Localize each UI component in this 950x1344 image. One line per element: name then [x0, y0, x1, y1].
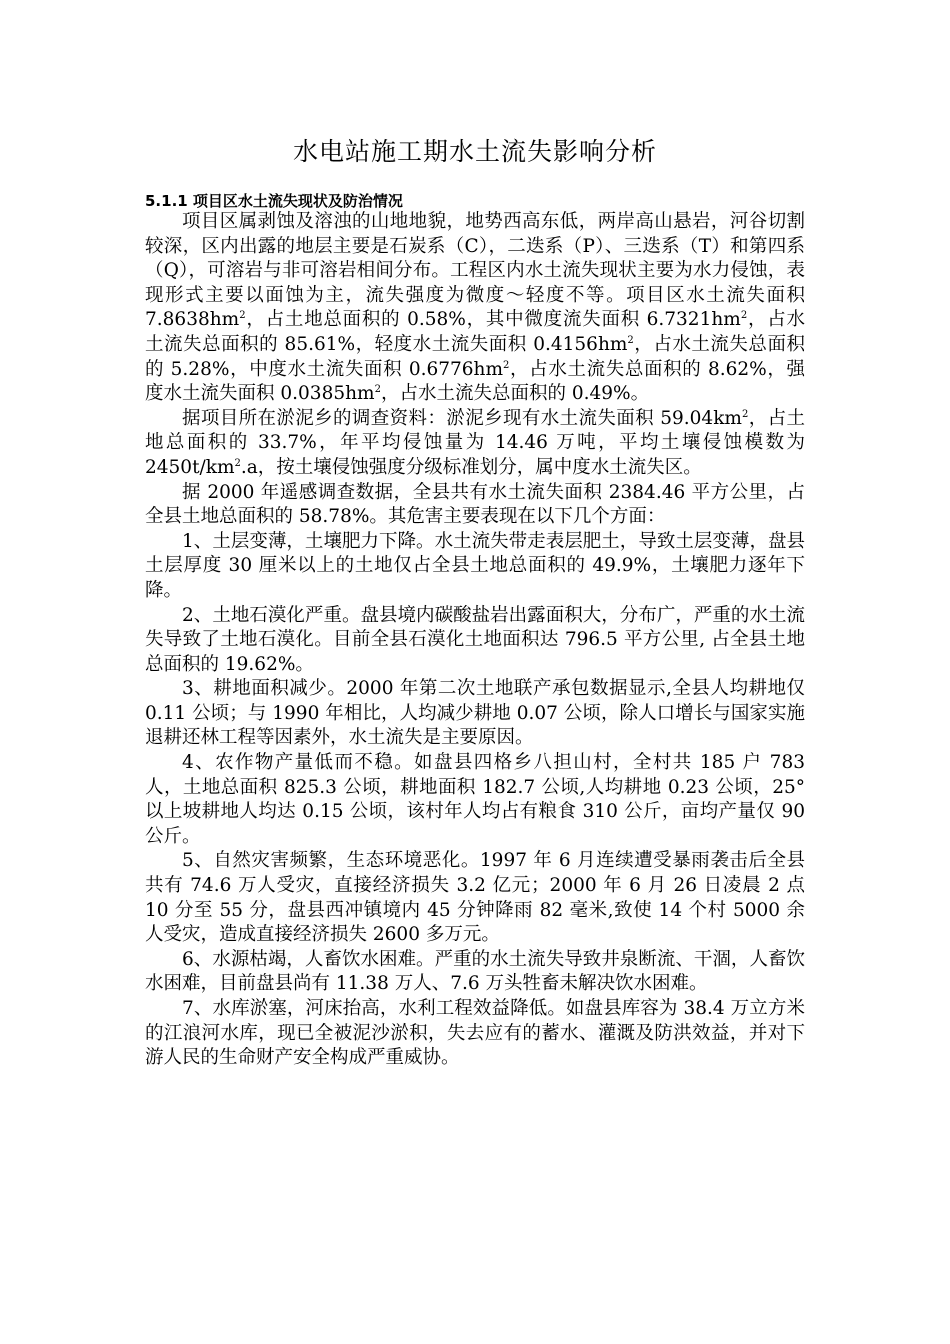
document-body — [145, 210, 805, 1071]
paragraph-item-5: 5、自然灾害频繁，生态环境恶化。1997 年 6 月连续遭受暴雨袭击后全县共有 74.6 万人受灾，直接经济损失 3.2 亿元；2000 年 6 月 26 日凌晨 2 点 10 分至 55 分，盘县西冲镇境内 45 分钟降雨 82 毫米,致使 14 个村 5000 余人受灾，造成直接经济损失 2600 多万元。 — [145, 850, 805, 946]
paragraph-item-2: 2、土地石漠化严重。盘县境内碳酸盐岩出露面积大，分布广，严重的水土流失导致了土地石漠化。目前全县石漠化土地面积达 796.5 平方公里, 占全县土地总面积的 19.62%。 — [145, 604, 805, 675]
paragraph-item-6: 6、水源枯竭，人畜饮水困难。严重的水土流失导致井泉断流、干涸，人畜饮水困难，目前盘县尚有 11.38 万人、7.6 万头牲畜未解决饮水困难。 — [145, 948, 805, 995]
section-heading: 5.1.1 项目区水土流失现状及防治情况 — [145, 192, 403, 210]
paragraph-township-survey: 据项目所在淤泥乡的调查资料：淤泥乡现有水土流失面积 $59.04km^2$，占土地总面积的 33.7%，年平均侵蚀量为 14.46 万吨，平均土壤侵蚀模数为 $2450t/km^2.a$，按土壤侵蚀强度分级标准划分，属中度水土流失区。 — [145, 407, 805, 478]
document-title: 水电站施工期水土流失影响分析 — [292, 137, 657, 166]
paragraph-current-status: 项目区属剥蚀及溶浊的山地地貌，地势西高东低，两岸高山悬岩，河谷切割较深，区内出露的地层主要是石炭系（C），二迭系（P）、三迭系（T）和第四系（Q），可溶岩与非可溶岩相间分布。工程区内水土流失现状主要为水力侵蚀，表现形式主要以面蚀为主，流失强度为微度～轻度不等。项目区水土流失面积 $7.8638hm^2$，占土地总面积的 0.58%，其中微度流失面积 $6.7321hm^2$，占水土流失总面积的 85.61%，轻度水土流失面积 $0.4156hm^2$，占水土流失总面积的 5.28%，中度水土流失面积 $0.6776hm^2$，占水土流失总面积的 8.62%，强度水土流失面积 $0.0385hm^2$，占水土流失总面积的 0.49%。 — [145, 211, 805, 405]
paragraph-item-4: 4、农作物产量低而不稳。如盘县四格乡八担山村，全村共 185 户 783 人，土地总面积 825.3 公顷，耕地面积 182.7 公顷,人均耕地 0.23 公顷，25°以上坡耕地人均达 0.15 公顷，该村年人均占有粮食 310 公斤，亩均产量仅 90 公斤。 — [145, 752, 805, 847]
paragraph-item-7: 7、水库淤塞，河床抬高，水利工程效益降低。如盘县库容为 38.4 万立方米的江浪河水库，现已全被泥沙淤积，失去应有的蓄水、灌溉及防洪效益，并对下游人民的生命财产安全构成严重威协。 — [145, 998, 805, 1069]
paragraph-item-1: 1、土层变薄，土壤肥力下降。水土流失带走表层肥土，导致土层变薄，盘县土层厚度 30 厘米以上的土地仅占全县土地总面积的 49.9%，土壤肥力逐年下降。 — [145, 530, 805, 601]
paragraph-county-survey: 据 2000 年遥感调查数据，全县共有水土流失面积 2384.46 平方公里，占全县土地总面积的 58.78%。其危害主要表现在以下几个方面： — [145, 481, 805, 528]
paragraph-item-3: 3、耕地面积减少。2000 年第二次土地联产承包数据显示,全县人均耕地仅 0.11 公顷；与 1990 年相比，人均减少耕地 0.07 公顷，除人口增长与国家实施退耕还林工程等因素外，水土流失是主要原因。 — [145, 678, 805, 749]
